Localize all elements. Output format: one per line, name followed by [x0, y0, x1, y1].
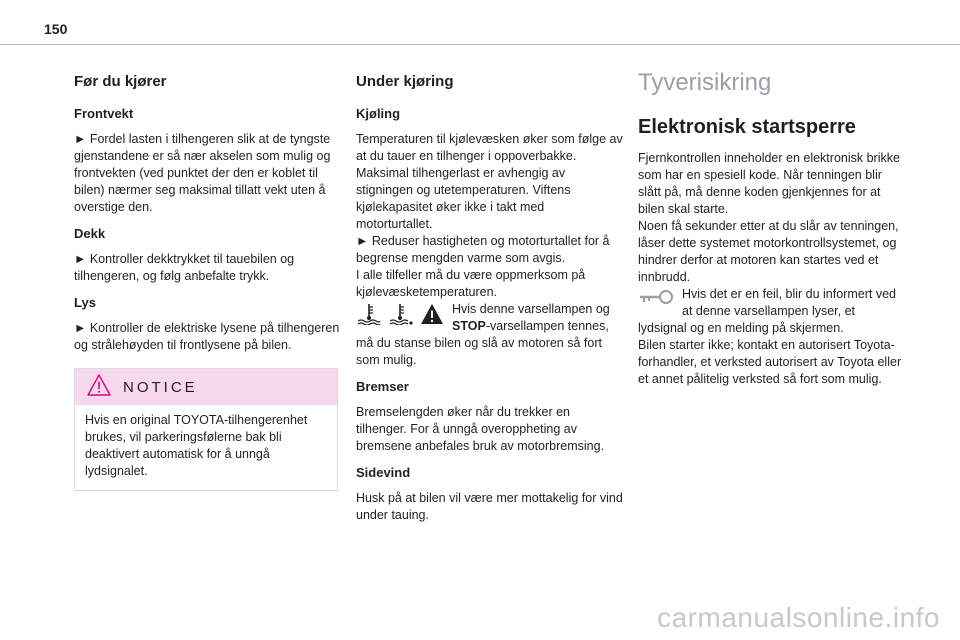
paragraph-immobiliser-1: Fjernkontrollen inneholder en elektronisk brikke som har en spesiell kode. Når tenningen blir slått på, må denne koden gjenkjennes for at bilen skal starte.	[638, 151, 900, 216]
paragraph-immobiliser-2: Noen få sekunder etter at du slår av tenningen, låser dette systemet motorkontrollsystemet, og hindrer derfor at motoren kan startes ved et innbrudd.	[638, 219, 899, 284]
warning-icons-group	[356, 303, 444, 325]
paragraph-bremser: Bremselengden øker når du trekker en tilhenger. For å unngå overoppheting av bremsene anbefales bruk av motorbremsing.	[356, 405, 605, 453]
warning-triangle-icon	[420, 303, 444, 325]
paragraph-kjoling-1: Temperaturen til kjølevæsken øker som følge av at du tauer en tilhenger i oppoverbakke. Maksimal tilhengerlast er avhengig av stigningen og utetemperaturen. Viftens kjølekapasitet øker ikke i takt med motorturtallet.	[356, 132, 623, 231]
notice-text: Hvis en original TOYOTA-tilhengerenhet brukes, vil parkeringsfølerne bak bli deaktivert automatisk for å unngå lydsignalet.	[85, 413, 308, 478]
subheading-frontvekt: Frontvekt	[74, 106, 134, 121]
column-before-driving	[74, 70, 342, 491]
paragraph-kjoling-2: ► Reduser hastigheten og motorturtallet for å begrense mengden varme som avgis.	[356, 234, 610, 265]
key-icon	[638, 288, 674, 311]
coolant-level-icon	[388, 303, 414, 325]
key-warning-block	[638, 286, 906, 337]
paragraph-dekk: ► Kontroller dekktrykket til tauebilen og tilhengeren, og følg anbefalte trykk.	[74, 252, 295, 283]
subheading-kjoling: Kjøling	[356, 106, 401, 121]
notice-header	[75, 369, 337, 405]
column-while-driving	[356, 70, 624, 528]
top-rule	[0, 44, 960, 45]
paragraph-sidevind: Husk på at bilen vil være mer mottakelig for vind under tauing.	[356, 491, 623, 522]
subheading-dekk: Dekk	[74, 226, 106, 241]
section-heading-while-driving: Under kjøring	[356, 73, 454, 90]
paragraph-immobiliser-4: Bilen starter ikke; kontakt en autorisert Toyota-forhandler, et verksted autorisert av Toyota eller et annet pålitelig verksted så fort som mulig.	[638, 338, 902, 386]
notice-box	[74, 368, 338, 491]
paragraph-lys: ► Kontroller de elektriske lysene på tilhengeren og strålehøyden til frontlysene på bilen.	[74, 321, 340, 352]
column-anti-theft	[638, 68, 906, 392]
watermark: carmanualsonline.info	[657, 602, 940, 633]
warning-text-lead: Hvis denne varsellampen og	[452, 302, 610, 316]
page-number: 150	[44, 21, 68, 37]
coolant-temperature-icon	[356, 303, 382, 325]
subheading-sidevind: Sidevind	[356, 465, 411, 480]
chapter-title: Tyverisikring	[638, 69, 772, 96]
section-heading-before-driving: Før du kjører	[74, 73, 167, 90]
section-heading-immobiliser: Elektronisk startsperre	[638, 116, 856, 138]
subheading-bremser: Bremser	[356, 379, 409, 394]
warning-triangle-icon	[87, 374, 111, 401]
paragraph-immobiliser-3: Hvis det er en feil, blir du informert ved at denne varsellampen lyser, et lydsignal og en melding på skjermen.	[638, 287, 896, 335]
warning-text-tail: -varsellampen tennes, må du stanse bilen og slå av motoren så fort som mulig.	[356, 319, 609, 367]
notice-title: NOTICE	[123, 378, 198, 396]
paragraph-kjoling-3: I alle tilfeller må du være oppmerksom på kjølevæsketemperaturen.	[356, 268, 586, 299]
subheading-lys: Lys	[74, 295, 96, 310]
paragraph-frontvekt: ► Fordel lasten i tilhengeren slik at de tyngste gjenstandene er så nær akselen som mulig og frontvekten (ved punktet der den er koblet til bilen) nærmer seg maksimal tillatt vekt uten å overstige den.	[74, 132, 331, 214]
coolant-warning-block	[356, 301, 624, 369]
stop-label: STOP	[452, 319, 486, 333]
